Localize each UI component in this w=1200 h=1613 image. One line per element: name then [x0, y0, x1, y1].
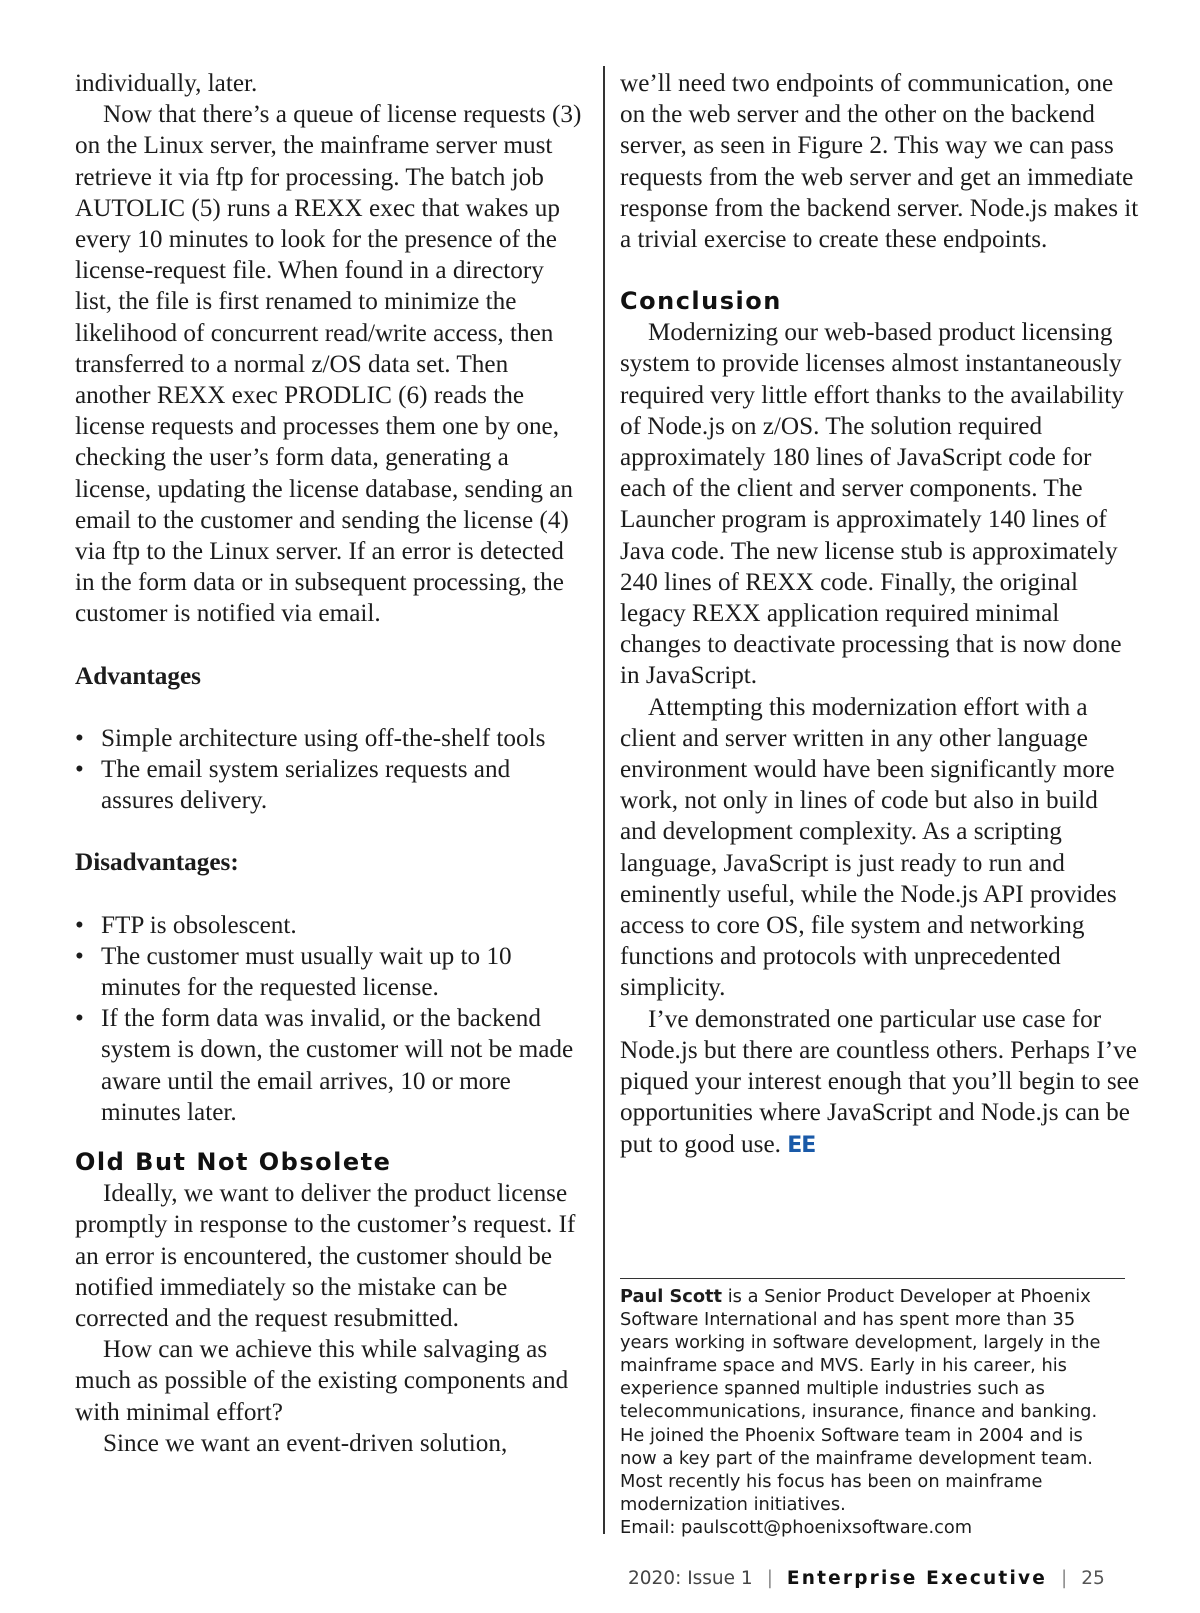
list-item: • Simple architecture using off-the-shelf tools [75, 723, 587, 754]
disadvantages-heading: Disadvantages: [75, 849, 239, 877]
author-name: Paul Scott [620, 1286, 723, 1307]
paragraph-text: I’ve demonstrated one particular use case for Node.js but there are countless others. Perhaps I’ve piqued your interest enough that you’ll begin to see opportunities where JavaScript and Node.js can be put to good use. [620, 1005, 1140, 1158]
paragraph [620, 1004, 1140, 1161]
right-column [620, 68, 1140, 1161]
left-column [75, 68, 587, 1459]
list-item: • The customer must usually wait up to 10 minutes for the requested license. [75, 941, 587, 1003]
page-number: 25 [1081, 1568, 1105, 1589]
page-footer [628, 1568, 1138, 1589]
section-heading: Old But Not Obsolete [75, 1148, 392, 1177]
disadvantages-list [75, 910, 587, 1128]
author-bio [620, 1278, 1125, 1539]
advantages-list [75, 723, 587, 817]
bio-text: is a Senior Product Developer at Phoenix Software International and has spent more than 35 years working in software development, largely in the mainframe space and MVS. Early in his career, his experience spanned multiple industries such as telecommunications, insurance, finance and banking. He joined the Phoenix Software team in 2004 and is now a key part of the mainframe development team. Most recently his focus has been on mainframe modernization initiatives. [620, 1286, 1101, 1515]
publication-name: Enterprise Executive [786, 1568, 1047, 1589]
paragraph: Ideally, we want to deliver the product license promptly in response to the customer’s request. If an error is encountered, the customer should be notified immediately so the mistake can be corrected and the request resubmitted. [75, 1180, 576, 1332]
paragraph: Now that there’s a queue of license requests (3) on the Linux server, the mainframe server must retrieve it via ftp for processing. The batch job AUTOLIC (5) runs a REXX exec that wakes up every 10 minutes to look for the presence of the license-request file. When found in a directory list, the file is first renamed to minimize the likelihood of concurrent read/write access, then transferred to a normal z/OS data set. Then another REXX exec PRODLIC (6) reads the license requests and processes them one by one, checking the user’s form data, generating a license, updating the license database, sending an email to the customer and sending the license (4) via ftp to the Linux server. If an error is detected in the form data or in subsequent processing, the customer is notified via email. [75, 101, 582, 628]
conclusion-heading: Conclusion [620, 287, 782, 316]
paragraph: we’ll need two endpoints of communication, one on the web server and the other on the backend server, as seen in Figure 2. This way we can pass requests from the web server and get an immediate response from the backend server. Node.js makes it a trivial exercise to create these endpoints. [620, 70, 1139, 254]
footer-separator: | [766, 1568, 773, 1589]
paragraph: individually, later. [75, 70, 258, 97]
advantages-heading: Advantages [75, 662, 201, 690]
author-email: Email: paulscott@phoenixsoftware.com [620, 1516, 973, 1538]
list-item: • The email system serializes requests and assures delivery. [75, 754, 587, 816]
paragraph: Modernizing our web-based product licensing system to provide licenses almost instantaneously required very little effort thanks to the availability of Node.js on z/OS. The solution required approximately 180 lines of JavaScript code for each of the client and server components. The Launcher program is approximately 140 lines of Java code. The new license stub is approximately 240 lines of REXX code. Finally, the original legacy REXX application required minimal changes to deactivate processing that is now done in JavaScript. [620, 319, 1124, 690]
issue-label: 2020: Issue 1 [628, 1568, 753, 1589]
list-item: • FTP is obsolescent. [75, 910, 587, 941]
end-mark-logo: EE [787, 1132, 816, 1158]
paragraph: Since we want an event-driven solution, [103, 1429, 508, 1457]
paragraph: How can we achieve this while salvaging as much as possible of the existing components and with minimal effort? [75, 1336, 569, 1426]
paragraph: Attempting this modernization effort with a client and server written in any other language environment would have been significantly more work, not only in lines of code but also in build and development complexity. As a scripting language, JavaScript is just ready to run and eminently useful, while the Node.js API provides access to core OS, file system and networking functions and protocols with unprecedented simplicity. [620, 693, 1117, 1002]
column-divider [603, 66, 605, 1534]
list-item: • If the form data was invalid, or the backend system is down, the customer will not be made aware until the email arrives, 10 or more minutes later. [75, 1003, 587, 1128]
footer-separator: | [1061, 1568, 1068, 1589]
